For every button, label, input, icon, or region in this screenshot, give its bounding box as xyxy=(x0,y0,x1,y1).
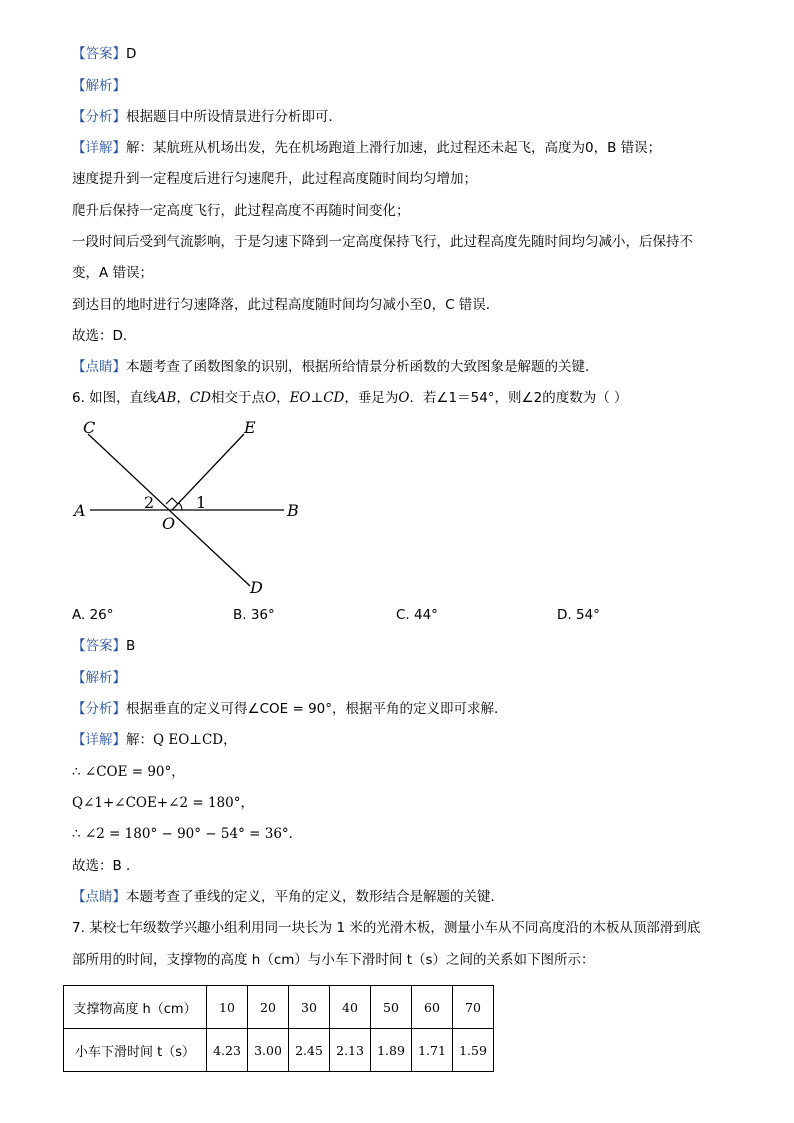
table-cell: 1.71 xyxy=(412,1029,453,1072)
solution-step: Q∠1+∠COE+∠2 = 180°， xyxy=(72,795,254,811)
q5-explanation-line: 变，A 错误； xyxy=(72,265,154,281)
fenxi-tag: 【分析】 xyxy=(72,109,126,125)
answer-value: B xyxy=(126,638,136,654)
label-o: O xyxy=(162,514,176,533)
q7-stem-line1: 7. 某校七年级数学兴趣小组利用同一块长为 1 米的光滑木板，测量小车从不同高度沿的木板从顶部滑到底 xyxy=(72,920,701,936)
label-b: B xyxy=(287,501,299,520)
ray-oe xyxy=(172,434,244,510)
data-table xyxy=(63,985,494,1072)
xiangjie-tag: 【详解】 xyxy=(72,732,126,748)
q6-answer-line xyxy=(72,636,135,656)
table-cell: 4.23 xyxy=(207,1029,248,1072)
table-row xyxy=(64,986,494,1029)
q6-stem-part: ， xyxy=(276,390,290,406)
label-c: C xyxy=(83,418,96,437)
fenxi-text: 根据题目中所设情景进行分析即可． xyxy=(126,109,342,125)
answer-tag: 【答案】 xyxy=(72,638,126,654)
table-cell: 40 xyxy=(330,986,371,1029)
right-angle-mark xyxy=(166,498,178,504)
q6-stem-part: ，垂足为 xyxy=(344,390,399,406)
q6-fenxi-line xyxy=(72,699,508,719)
perpendicular-label: EO⊥CD xyxy=(289,390,345,406)
dianjing-tag: 【点睛】 xyxy=(72,359,126,375)
q7-stem-line2: 部所用的时间，支撑物的高度 h（cm）与小车下滑时间 t（s）之间的关系如下图所示： xyxy=(72,952,595,968)
q5-answer-line xyxy=(72,44,136,64)
label-angle2: 2 xyxy=(144,493,155,512)
table-cell: 50 xyxy=(371,986,412,1029)
q5-xiangjie-line xyxy=(72,138,661,158)
answer-tag: 【答案】 xyxy=(72,46,126,62)
fenxi-text: 根据垂直的定义可得∠COE = 90°，根据平角的定义即可求解． xyxy=(126,701,508,717)
q6-analysis-line xyxy=(72,668,126,688)
row-header-height: 支撑物高度 h（cm） xyxy=(64,986,207,1029)
analysis-tag: 【解析】 xyxy=(72,78,126,94)
solution-step: ∴ ∠2 = 180° − 90° − 54° = 36°． xyxy=(72,826,303,842)
option-a: A. 26° xyxy=(72,607,114,623)
option-c: C. 44° xyxy=(396,607,438,623)
point-o-label: O xyxy=(398,390,410,406)
table-cell: 2.13 xyxy=(330,1029,371,1072)
q5-fenxi-line xyxy=(72,107,342,127)
q6-choice-line: 故选：B ． xyxy=(72,858,140,874)
dianjing-text: 本题考查了函数图象的识别，根据所给情景分析函数的大致图象是解题的关键． xyxy=(126,359,599,375)
line-ab-label: AB xyxy=(156,390,177,406)
xiangjie-text: 解：某航班从机场出发，先在机场跑道上滑行加速，此过程还未起飞，高度为0，B 错误； xyxy=(126,140,662,156)
label-e: E xyxy=(244,418,256,437)
row-header-time: 小车下滑时间 t（s） xyxy=(64,1029,207,1072)
q5-choice-line: 故选：D． xyxy=(72,328,137,344)
q6-stem xyxy=(72,388,628,408)
point-o-label: O xyxy=(265,390,277,406)
dianjing-text: 本题考查了垂线的定义，平角的定义，数形结合是解题的关键． xyxy=(126,889,504,905)
label-d: D xyxy=(250,578,263,597)
q5-explanation-line: 一段时间后受到气流影响，于是匀速下降到一定高度保持飞行，此过程高度先随时间均匀减小，后保持不 xyxy=(72,234,693,250)
table-cell: 1.59 xyxy=(453,1029,494,1072)
label-angle1: 1 xyxy=(196,493,207,512)
q6-stem-part: ．若∠1＝54°，则∠2的度数为（ ） xyxy=(409,390,628,406)
xiangjie-tag: 【详解】 xyxy=(72,140,126,156)
line-cd-label: CD xyxy=(189,390,211,406)
table-cell: 10 xyxy=(207,986,248,1029)
option-b: B. 36° xyxy=(233,607,275,623)
table-cell: 1.89 xyxy=(371,1029,412,1072)
table-cell: 60 xyxy=(412,986,453,1029)
dianjing-tag: 【点睛】 xyxy=(72,889,126,905)
q5-analysis-line xyxy=(72,76,126,96)
option-d: D. 54° xyxy=(557,607,600,623)
solution-step: ∴ ∠COE = 90°， xyxy=(72,764,185,780)
q6-stem-part: 相交于点 xyxy=(211,390,265,406)
analysis-tag: 【解析】 xyxy=(72,670,126,686)
geometry-figure xyxy=(72,412,342,602)
q5-dianjing-line xyxy=(72,357,599,377)
table-cell: 20 xyxy=(248,986,289,1029)
q6-stem-part: ， xyxy=(176,390,190,406)
q6-dianjing-line xyxy=(72,887,504,907)
q5-explanation-line: 爬升后保持一定高度飞行，此过程高度不再随时间变化； xyxy=(72,203,410,219)
fenxi-tag: 【分析】 xyxy=(72,701,126,717)
table-cell: 70 xyxy=(453,986,494,1029)
table-cell: 3.00 xyxy=(248,1029,289,1072)
q6-xiangjie-line xyxy=(72,730,237,750)
label-a: A xyxy=(74,501,86,520)
q5-explanation-line: 速度提升到一定程度后进行匀速爬升，此过程高度随时间均匀增加； xyxy=(72,171,477,187)
q5-explanation-line: 到达目的地时进行匀速降落，此过程高度随时间均匀减小至0，C 错误． xyxy=(72,297,500,313)
table-cell: 30 xyxy=(289,986,330,1029)
table-row xyxy=(64,1029,494,1072)
table-cell: 2.45 xyxy=(289,1029,330,1072)
q6-stem-part: 6. 如图，直线 xyxy=(72,390,157,406)
angle1-arc xyxy=(179,503,182,510)
answer-value: D xyxy=(126,46,137,62)
xiangjie-text: 解：Q EO⊥CD， xyxy=(126,732,237,748)
